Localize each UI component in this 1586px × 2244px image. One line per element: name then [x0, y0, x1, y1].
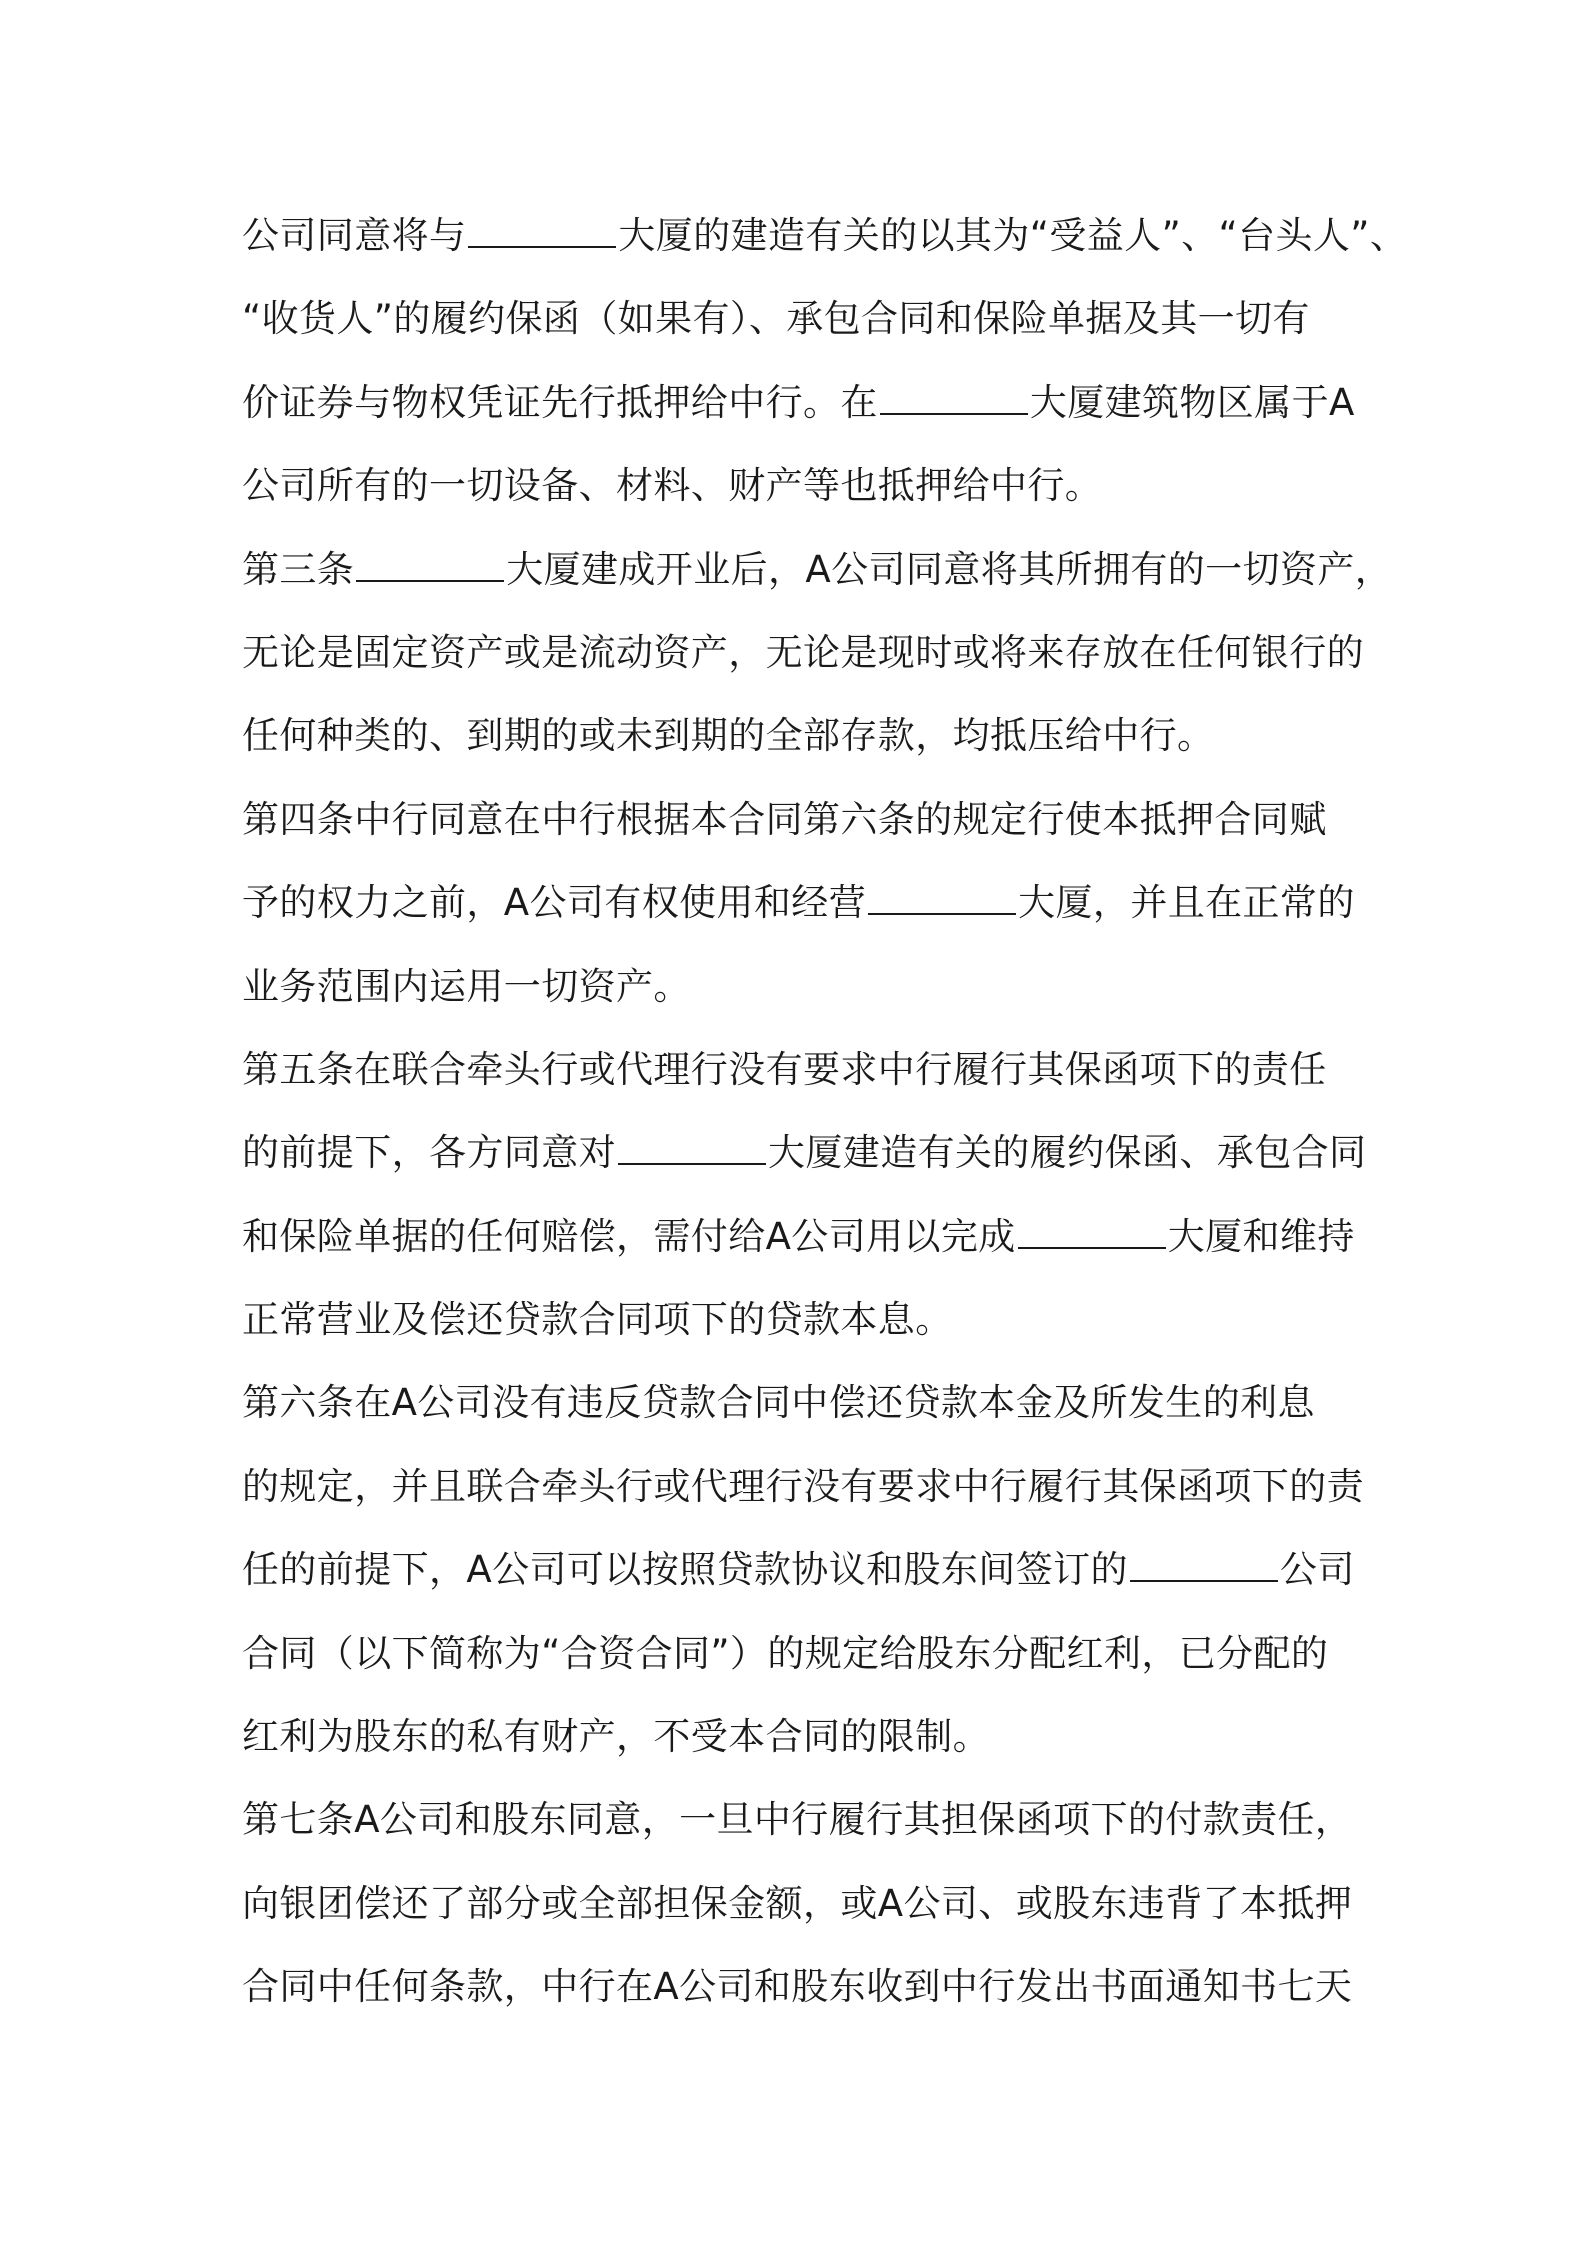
text-segment: 业务范围内运用一切资产。 [242, 964, 691, 1008]
text-segment: 和保险单据的任何赔偿，需付给A公司用以完成 [242, 1214, 1016, 1258]
text-segment: 第三条 [242, 547, 355, 591]
fill-in-blank [468, 216, 616, 248]
text-segment: 任的前提下，A公司可以按照贷款协议和股东间签订的 [242, 1548, 1128, 1592]
text-segment: 的规定，并且联合牵头行或代理行没有要求中行履行其保函项下的责 [242, 1464, 1364, 1508]
text-line [242, 444, 1357, 527]
text-segment: 公司 [1279, 1548, 1355, 1592]
text-segment: 大厦建成开业后，A公司同意将其所拥有的一切资产， [506, 547, 1393, 591]
text-segment: 第四条中行同意在中行根据本合同第六条的规定行使本抵押合同赋 [242, 797, 1327, 841]
text-segment: 第五条在联合牵头行或代理行没有要求中行履行其保函项下的责任 [242, 1047, 1327, 1091]
text-segment: 予的权力之前，A公司有权使用和经营 [242, 881, 867, 925]
text-line [242, 1445, 1364, 1528]
text-segment: 红利为股东的私有财产，不受本合同的限制。 [242, 1715, 990, 1759]
text-segment: 大厦和维持 [1167, 1214, 1355, 1258]
text-line [242, 1028, 1357, 1111]
fill-in-blank [618, 1133, 766, 1165]
text-line [242, 1195, 1357, 1278]
text-line [242, 1361, 1357, 1444]
text-segment: 的前提下，各方同意对 [242, 1131, 616, 1175]
fill-in-blank [1018, 1217, 1166, 1249]
text-line [242, 1612, 1357, 1695]
text-line [242, 1528, 1357, 1611]
fill-in-blank [880, 383, 1028, 415]
fill-in-blank [356, 550, 504, 582]
text-segment: 公司同意将与 [242, 214, 467, 257]
text-segment: 大厦建造有关的履约保函、承包合同 [768, 1131, 1367, 1175]
text-line [242, 611, 1364, 694]
text-segment: 第六条在A公司没有违反贷款合同中偿还贷款本金及所发生的利息 [242, 1381, 1315, 1425]
text-segment: 合同（以下简称为“合资合同”）的规定给股东分配红利，已分配的 [242, 1631, 1329, 1675]
text-line [242, 194, 1408, 277]
text-line [242, 528, 1393, 611]
text-line [242, 1862, 1357, 1945]
text-line [242, 1945, 1357, 2028]
text-line [242, 277, 1357, 360]
text-line [242, 361, 1357, 444]
text-line [242, 1695, 1357, 1778]
text-line [242, 1778, 1357, 1861]
fill-in-blank [1130, 1550, 1278, 1582]
fill-in-blank [868, 883, 1016, 915]
text-segment: 第七条A公司和股东同意，一旦中行履行其担保函项下的付款责任， [242, 1798, 1353, 1842]
text-segment: 合同中任何条款，中行在A公司和股东收到中行发出书面通知书七天 [242, 1965, 1353, 2009]
text-segment: 任何种类的、到期的或未到期的全部存款，均抵压给中行。 [242, 714, 1215, 758]
text-line [242, 1278, 1357, 1361]
text-line [242, 778, 1357, 861]
text-segment: 价证券与物权凭证先行抵押给中行。在 [242, 380, 878, 424]
text-segment: 正常营业及偿还贷款合同项下的贷款本息。 [242, 1298, 953, 1342]
text-segment: 公司所有的一切设备、材料、财产等也抵押给中行。 [242, 464, 1103, 508]
text-segment: 大厦建筑物区属于A [1029, 380, 1355, 424]
text-segment: 大厦的建造有关的以其为“受益人”、“台头人”、 [618, 214, 1408, 257]
text-segment: 向银团偿还了部分或全部担保金额，或A公司、或股东违背了本抵押 [242, 1881, 1353, 1925]
text-line [242, 861, 1357, 944]
document-body [242, 194, 1408, 2029]
text-segment: 无论是固定资产或是流动资产，无论是现时或将来存放在任何银行的 [242, 630, 1364, 674]
text-line [242, 694, 1357, 777]
text-segment: 大厦，并且在正常的 [1018, 881, 1355, 925]
text-segment: “收货人”的履约保函（如果有）、承包合同和保险单据及其一切有 [242, 297, 1310, 341]
text-line [242, 1111, 1367, 1194]
text-line [242, 945, 1357, 1028]
